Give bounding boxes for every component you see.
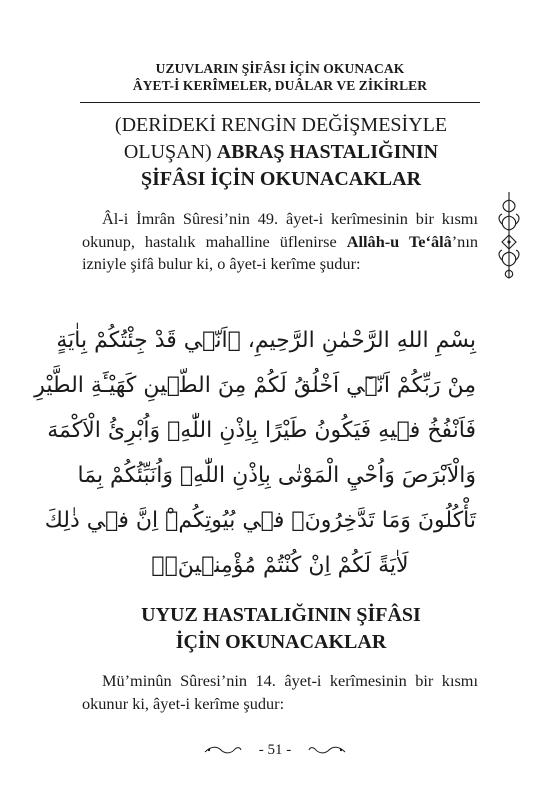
title-line-2-bold: ABRAŞ HASTALIĞININ bbox=[216, 141, 439, 163]
swirl-ornament-icon bbox=[203, 744, 243, 756]
arabic-line: تَأْكُلُونَ وَمَا تَدَّخِرُونَۙ ف۪ي بُيُوتِكُمْۜ اِنَّ ف۪ي ذٰلِكَ bbox=[44, 508, 476, 533]
title2-line-1: UYUZ HASTALIĞININ ŞİFÂSI bbox=[141, 604, 421, 626]
header-rule bbox=[80, 102, 480, 103]
title-line-1: (DERİDEKİ RENGİN DEĞİŞMESİYLE bbox=[114, 114, 448, 136]
arabic-line: بِسْمِ اللهِ الرَّحْمٰنِ الرَّحِيمِ، ﴿اَنّ۪ي قَدْ جِئْتُكُمْ بِاٰيَةٍ bbox=[56, 328, 476, 353]
title2-line-2: İÇİN OKUNACAKLAR bbox=[175, 631, 387, 653]
arabic-line: وَالْاَبْرَصَ وَاُحْيِ الْمَوْتٰى بِاِذْنِ اللّٰهِۚ وَاُنَبِّئُكُمْ بِمَا bbox=[77, 463, 476, 488]
title-line-2 bbox=[78, 139, 484, 166]
page-footer bbox=[150, 740, 400, 760]
paragraph-uyuz bbox=[82, 670, 478, 715]
paragraph-abras bbox=[82, 208, 478, 276]
section-title-uyuz bbox=[78, 602, 484, 656]
paragraph-uyuz-text: Mü’minûn Sûresi’nin 14. âyet-i kerîmesinin bir kısmı okunur ki, âyet-i kerîme şudur: bbox=[82, 671, 478, 713]
page-number: - 51 - bbox=[258, 741, 292, 758]
section-title-abras bbox=[78, 112, 484, 193]
arabic-line: فَاَنْفُخُ ف۪يهِ فَيَكُونُ طَيْرًا بِاِذْنِ اللّٰهِۚ وَاُبْرِئُ الْاَكْمَهَ bbox=[47, 418, 476, 443]
running-head bbox=[80, 60, 480, 94]
paragraph-text-b: ’nın izniyle şifâ bulur ki, o âyet-i kerîme şudur: bbox=[82, 231, 478, 273]
running-head-line-2: ÂYET-İ KERÎMELER, DUÂLAR VE ZİKİRLER bbox=[132, 78, 428, 93]
paragraph-text-a: Âl-i İmrân Sûresi’nin 49. âyet-i kerîmesinin bir kısmı okunup, hastalık mahalline üflenirse bbox=[82, 209, 478, 251]
title-line-3: ŞİFÂSI İÇİN OKUNACAKLAR bbox=[140, 168, 422, 190]
arabic-line-last: لَاٰيَةً لَكُمْ اِنْ كُنْتُمْ مُؤْمِن۪ينَۚ﴾ bbox=[151, 553, 409, 578]
title-line-2-light: OLUŞAN) bbox=[123, 141, 212, 163]
swirl-ornament-icon bbox=[307, 744, 347, 756]
running-head-line-1: UZUVLARIN ŞİFÂSI İÇİN OKUNACAK bbox=[155, 61, 405, 76]
arabic-verse-block bbox=[34, 318, 476, 588]
paragraph-bold-name: Allâh-u Te‘âlâ bbox=[346, 231, 452, 251]
arabic-line: مِنْ رَبِّكُمْ اَنّ۪ٓي اَخْلُقُ لَكُمْ مِنَ الطّ۪ينِ كَهَيْـَٔةِ الطَّيْرِ bbox=[34, 373, 476, 398]
floral-vine-ornament-icon bbox=[496, 190, 522, 280]
